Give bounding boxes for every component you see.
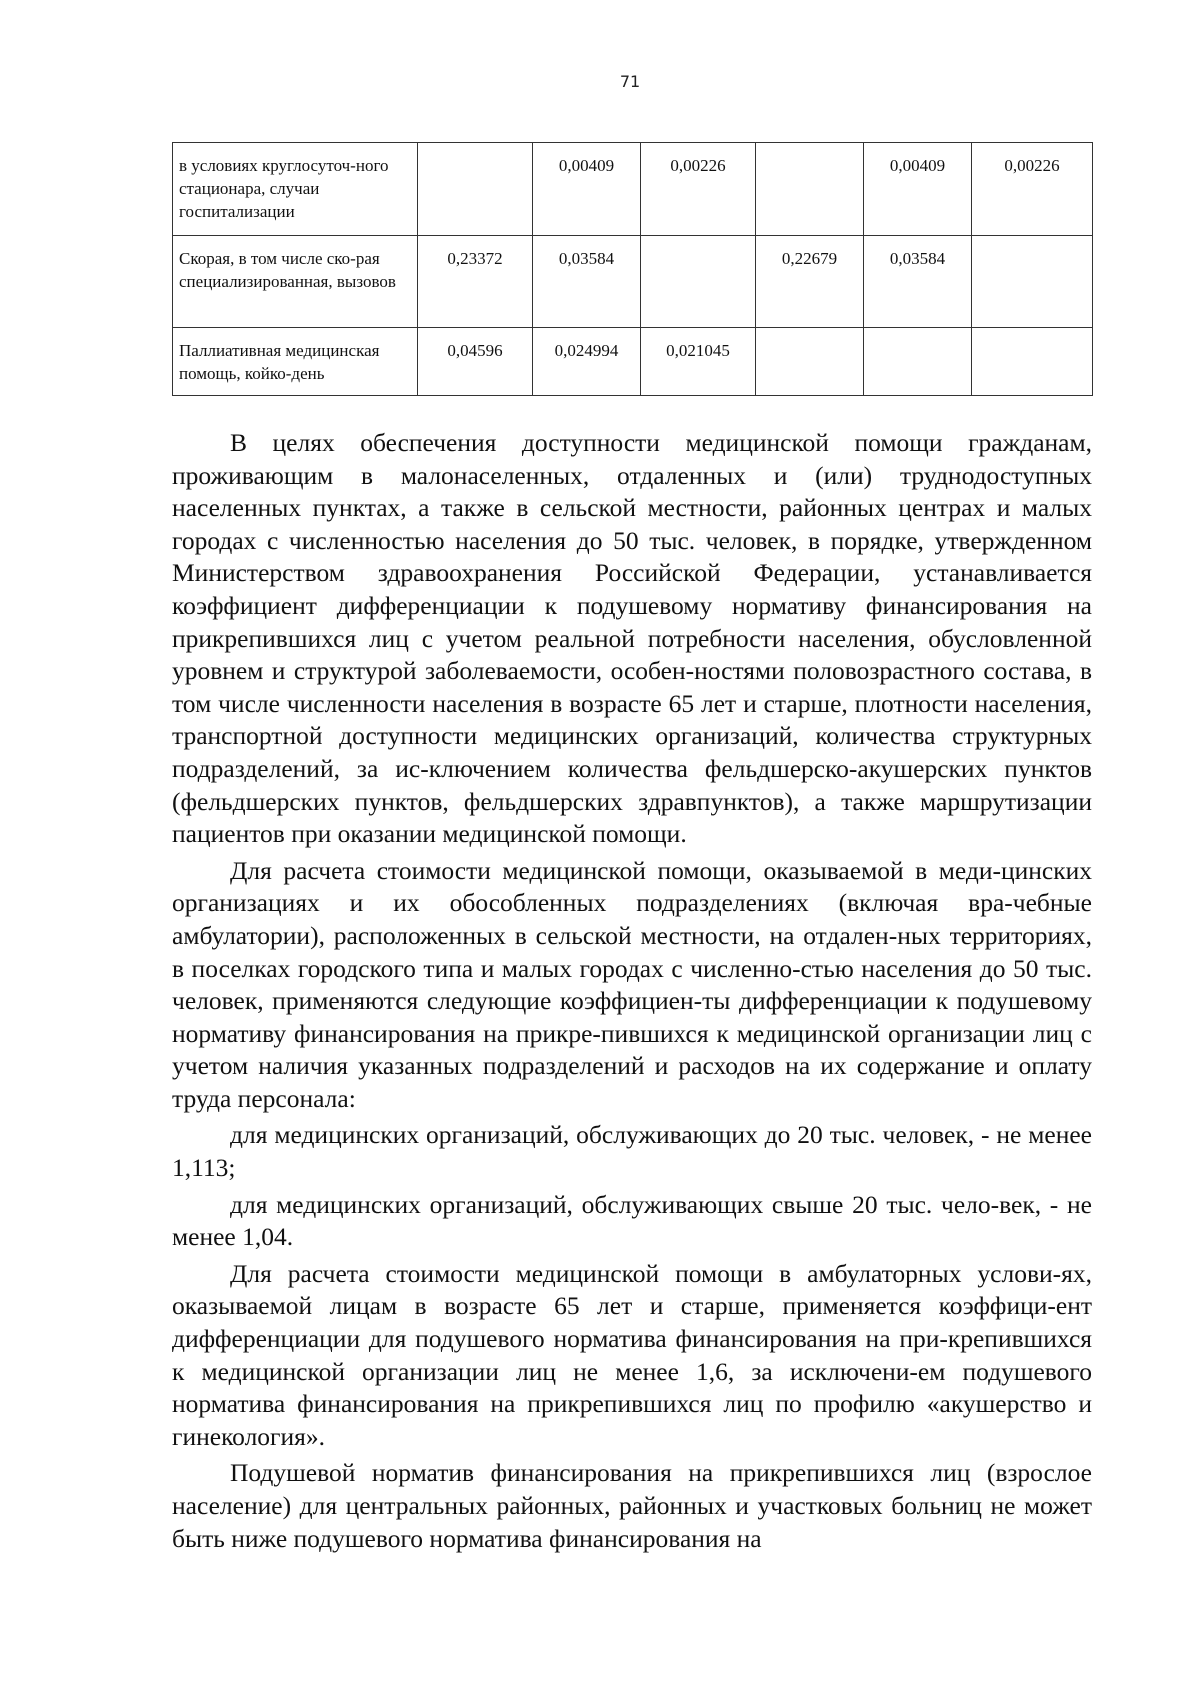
table-cell: 0,00409 bbox=[864, 143, 972, 236]
table-cell: 0,024994 bbox=[533, 328, 641, 396]
table-cell bbox=[972, 236, 1093, 328]
body-text bbox=[172, 427, 1092, 1559]
table-cell: 0,04596 bbox=[418, 328, 533, 396]
row-label: Скорая, в том числе ско-рая специализированная, вызовов bbox=[173, 236, 418, 328]
table-cell: 0,00409 bbox=[533, 143, 641, 236]
table-cell: 0,22679 bbox=[756, 236, 864, 328]
table-cell: 0,03584 bbox=[533, 236, 641, 328]
table-row bbox=[173, 328, 1093, 396]
table-cell bbox=[972, 328, 1093, 396]
row-label: Паллиативная медицинская помощь, койко-день bbox=[173, 328, 418, 396]
table-row bbox=[173, 236, 1093, 328]
row-label: в условиях круглосуточ-ного стационара, случаи госпитализации bbox=[173, 143, 418, 236]
table-cell: 0,00226 bbox=[641, 143, 756, 236]
table-cell: 0,00226 bbox=[972, 143, 1093, 236]
paragraph: для медицинских организаций, обслуживающих свыше 20 тыс. чело-век, - не менее 1,04. bbox=[172, 1189, 1092, 1252]
paragraph: Для расчета стоимости медицинской помощи в амбулаторных услови-ях, оказываемой лицам в возрасте 65 лет и старше, применяется коэффици-ент дифференциации для подушевого норматива финансирования на при-крепившихся к медицинской организации лиц не менее 1,6, за исключени-ем подушевого норматива финансирования на прикрепившихся лиц по профилю «акушерство и гинекология». bbox=[172, 1258, 1092, 1451]
table-cell bbox=[418, 143, 533, 236]
paragraph: В целях обеспечения доступности медицинской помощи гражданам, проживающим в малонаселенных, отдаленных и (или) труднодоступных населенных пунктах, а также в сельской местности, районных центрах и малых городах с численностью населения до 50 тыс. человек, в порядке, утвержденном Министерством здравоохранения Российской Федерации, устанавливается коэффициент дифференциации к подушевому нормативу финансирования на прикрепившихся лиц с учетом реальной потребности населения, обусловленной уровнем и структурой заболеваемости, особен-ностями половозрастного состава, в том числе численности населения в возрасте 65 лет и старше, плотности населения, транспортной доступности медицинских организаций, количества структурных подразделений, за ис-ключением количества фельдшерско-акушерских пунктов (фельдшерских пунктов, фельдшерских здравпунктов), а также маршрутизации пациентов при оказании медицинской помощи. bbox=[172, 428, 1092, 849]
table-cell bbox=[864, 328, 972, 396]
paragraph: Для расчета стоимости медицинской помощи, оказываемой в меди-цинских организациях и их обособленных подразделениях (включая вра-чебные амбулатории), расположенных в сельской местности, на отдален-ных территориях, в поселках городского типа и малых городах с численно-стью населения до 50 тыс. человек, применяются следующие коэффициен-ты дифференциации к подушевому нормативу финансирования на прикре-пившихся к медицинской организации лиц с учетом наличия указанных подразделений и расходов на их содержание и оплату труда персонала: bbox=[172, 855, 1092, 1113]
table-cell bbox=[756, 143, 864, 236]
table-cell: 0,23372 bbox=[418, 236, 533, 328]
table-cell bbox=[641, 236, 756, 328]
page-number: 71 bbox=[619, 72, 641, 91]
table-cell: 0,021045 bbox=[641, 328, 756, 396]
table-cell: 0,03584 bbox=[864, 236, 972, 328]
table-row bbox=[173, 143, 1093, 236]
paragraph: Подушевой норматив финансирования на прикрепившихся лиц (взрослое население) для центральных районных, районных и участковых больниц не может быть ниже подушевого норматива финансирования на bbox=[172, 1458, 1092, 1553]
coefficients-table bbox=[172, 142, 1093, 396]
paragraph: для медицинских организаций, обслуживающих до 20 тыс. человек, - не менее 1,113; bbox=[172, 1120, 1092, 1183]
table-cell bbox=[756, 328, 864, 396]
